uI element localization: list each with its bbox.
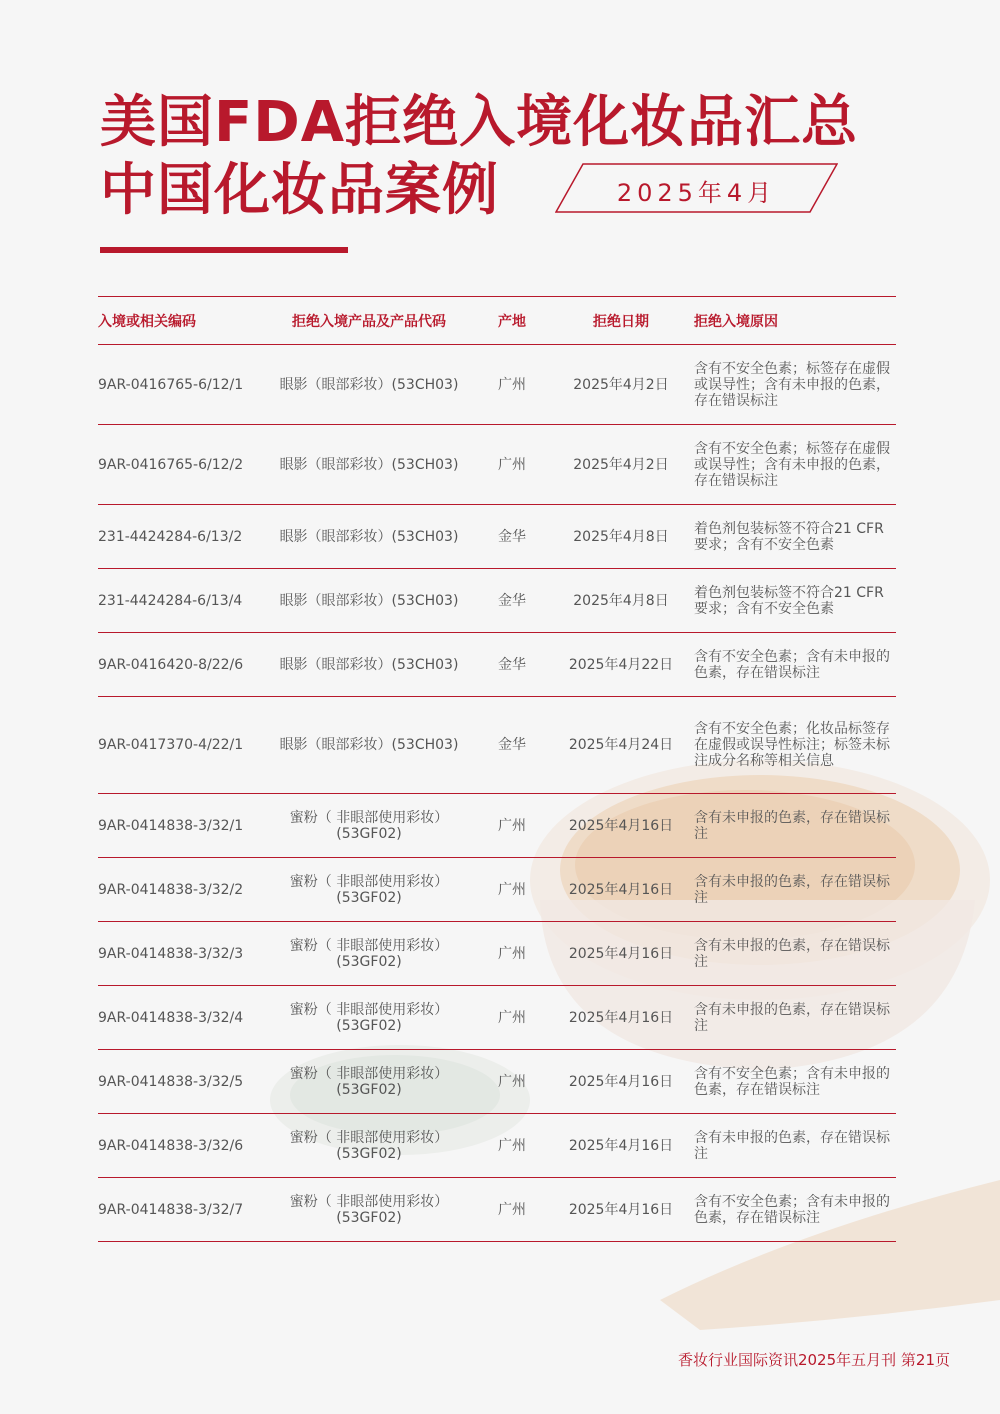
cell-date: 2025年4月16日 bbox=[552, 858, 690, 922]
cell-product: 眼影（眼部彩妆）(53CH03) bbox=[266, 425, 472, 505]
table-row bbox=[98, 794, 896, 858]
cell-reason: 含有未申报的色素，存在错误标注 bbox=[690, 922, 896, 986]
table-row bbox=[98, 986, 896, 1050]
cell-code: 9AR-0414838-3/32/6 bbox=[98, 1114, 266, 1178]
page-footer: 香妆行业国际资讯2025年五月刊 第21页 bbox=[677, 1351, 950, 1369]
table-row bbox=[98, 569, 896, 633]
cell-origin: 广州 bbox=[472, 425, 552, 505]
cell-code: 9AR-0416765-6/12/1 bbox=[98, 345, 266, 425]
cell-product: 蜜粉（ 非眼部使用彩妆）(53GF02) bbox=[266, 1050, 472, 1114]
cell-origin: 金华 bbox=[472, 505, 552, 569]
table-row bbox=[98, 1178, 896, 1242]
cell-code: 9AR-0416765-6/12/2 bbox=[98, 425, 266, 505]
cell-date: 2025年4月24日 bbox=[552, 697, 690, 794]
table-header-row bbox=[98, 297, 896, 345]
cell-reason: 着色剂包装标签不符合21 CFR要求；含有不安全色素 bbox=[690, 505, 896, 569]
cell-product: 蜜粉（ 非眼部使用彩妆）(53GF02) bbox=[266, 858, 472, 922]
cell-code: 9AR-0414838-3/32/1 bbox=[98, 794, 266, 858]
column-header-product: 拒绝入境产品及产品代码 bbox=[266, 297, 472, 345]
cell-date: 2025年4月16日 bbox=[552, 986, 690, 1050]
cell-date: 2025年4月16日 bbox=[552, 794, 690, 858]
cell-code: 9AR-0414838-3/32/5 bbox=[98, 1050, 266, 1114]
cell-code: 9AR-0414838-3/32/7 bbox=[98, 1178, 266, 1242]
cell-product: 眼影（眼部彩妆）(53CH03) bbox=[266, 697, 472, 794]
cell-reason: 含有不安全色素；含有未申报的色素，存在错误标注 bbox=[690, 1050, 896, 1114]
cell-code: 9AR-0417370-4/22/1 bbox=[98, 697, 266, 794]
cell-date: 2025年4月16日 bbox=[552, 1114, 690, 1178]
cell-code: 9AR-0414838-3/32/3 bbox=[98, 922, 266, 986]
table-row bbox=[98, 697, 896, 794]
column-header-code: 入境或相关编码 bbox=[98, 297, 266, 345]
cell-origin: 广州 bbox=[472, 794, 552, 858]
table-row bbox=[98, 858, 896, 922]
cell-product: 眼影（眼部彩妆）(53CH03) bbox=[266, 569, 472, 633]
cell-origin: 广州 bbox=[472, 1178, 552, 1242]
cell-code: 9AR-0414838-3/32/2 bbox=[98, 858, 266, 922]
cell-origin: 金华 bbox=[472, 569, 552, 633]
table-row bbox=[98, 1050, 896, 1114]
page-title-line-2: 中国化妆品案例 bbox=[100, 158, 499, 223]
cell-code: 231-4424284-6/13/4 bbox=[98, 569, 266, 633]
cell-origin: 广州 bbox=[472, 986, 552, 1050]
cell-date: 2025年4月16日 bbox=[552, 922, 690, 986]
cell-reason: 含有未申报的色素，存在错误标注 bbox=[690, 986, 896, 1050]
cell-origin: 广州 bbox=[472, 922, 552, 986]
cell-date: 2025年4月2日 bbox=[552, 425, 690, 505]
cell-code: 9AR-0414838-3/32/4 bbox=[98, 986, 266, 1050]
table-row bbox=[98, 505, 896, 569]
cell-reason: 含有不安全色素；标签存在虚假或误导性；含有未申报的色素，存在错误标注 bbox=[690, 425, 896, 505]
table-row bbox=[98, 633, 896, 697]
table-row bbox=[98, 425, 896, 505]
table-row bbox=[98, 345, 896, 425]
cell-reason: 含有未申报的色素，存在错误标注 bbox=[690, 858, 896, 922]
cell-product: 眼影（眼部彩妆）(53CH03) bbox=[266, 345, 472, 425]
cell-origin: 广州 bbox=[472, 1114, 552, 1178]
cell-reason: 含有不安全色素；化妆品标签存在虚假或误导性标注；标签未标注成分名称等相关信息 bbox=[690, 697, 896, 794]
cell-code: 9AR-0416420-8/22/6 bbox=[98, 633, 266, 697]
cell-date: 2025年4月16日 bbox=[552, 1178, 690, 1242]
cell-origin: 金华 bbox=[472, 633, 552, 697]
cell-origin: 金华 bbox=[472, 697, 552, 794]
cell-date: 2025年4月2日 bbox=[552, 345, 690, 425]
cell-product: 眼影（眼部彩妆）(53CH03) bbox=[266, 633, 472, 697]
cell-reason: 含有不安全色素；标签存在虚假或误导性；含有未申报的色素，存在错误标注 bbox=[690, 345, 896, 425]
table-row bbox=[98, 1114, 896, 1178]
page-title-line-1: 美国FDA拒绝入境化妆品汇总 bbox=[100, 90, 859, 155]
cell-date: 2025年4月16日 bbox=[552, 1050, 690, 1114]
date-badge-label: 2025年4月 bbox=[616, 179, 777, 207]
cell-date: 2025年4月8日 bbox=[552, 505, 690, 569]
cell-product: 眼影（眼部彩妆）(53CH03) bbox=[266, 505, 472, 569]
cell-origin: 广州 bbox=[472, 345, 552, 425]
cell-code: 231-4424284-6/13/2 bbox=[98, 505, 266, 569]
table-row bbox=[98, 922, 896, 986]
cell-reason: 含有不安全色素；含有未申报的色素，存在错误标注 bbox=[690, 1178, 896, 1242]
cell-reason: 含有未申报的色素，存在错误标注 bbox=[690, 794, 896, 858]
cell-product: 蜜粉（ 非眼部使用彩妆）(53GF02) bbox=[266, 986, 472, 1050]
cell-date: 2025年4月22日 bbox=[552, 633, 690, 697]
cell-date: 2025年4月8日 bbox=[552, 569, 690, 633]
cell-product: 蜜粉（ 非眼部使用彩妆）(53GF02) bbox=[266, 1178, 472, 1242]
cell-product: 蜜粉（ 非眼部使用彩妆）(53GF02) bbox=[266, 1114, 472, 1178]
cell-origin: 广州 bbox=[472, 1050, 552, 1114]
cell-reason: 含有不安全色素；含有未申报的色素，存在错误标注 bbox=[690, 633, 896, 697]
cell-product: 蜜粉（ 非眼部使用彩妆）(53GF02) bbox=[266, 922, 472, 986]
rejection-table bbox=[98, 296, 896, 1242]
date-badge bbox=[555, 163, 838, 213]
column-header-reason: 拒绝入境原因 bbox=[690, 297, 896, 345]
cell-reason: 含有未申报的色素，存在错误标注 bbox=[690, 1114, 896, 1178]
title-underline bbox=[100, 247, 348, 253]
cell-origin: 广州 bbox=[472, 858, 552, 922]
column-header-origin: 产地 bbox=[472, 297, 552, 345]
column-header-date: 拒绝日期 bbox=[552, 297, 690, 345]
cell-reason: 着色剂包装标签不符合21 CFR要求；含有不安全色素 bbox=[690, 569, 896, 633]
cell-product: 蜜粉（ 非眼部使用彩妆）(53GF02) bbox=[266, 794, 472, 858]
